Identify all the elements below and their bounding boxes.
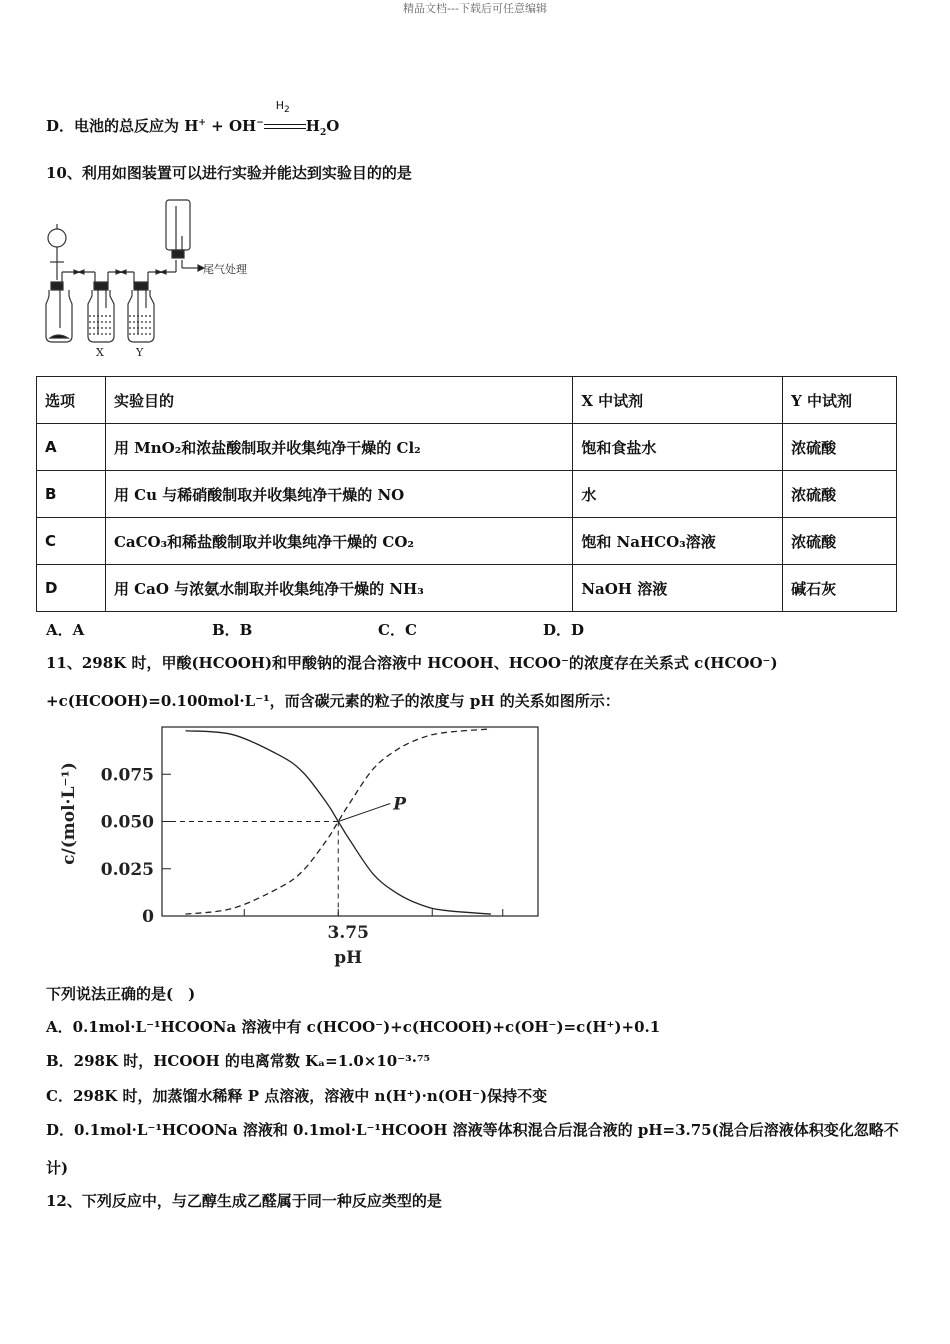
q10-stem: 10、利用如图装置可以进行实验并能达到实验目的的是 <box>46 164 412 182</box>
p-leader-line <box>338 804 390 822</box>
table-cell: B <box>37 471 106 518</box>
page-header: 精品文档---下载后可任意编辑 <box>403 2 547 15</box>
q11-option-c: C．298K 时，加蒸馏水稀释 P 点溶液，溶液中 n(H⁺)·n(OH⁻)保持不变 <box>46 1087 548 1105</box>
table-cell: 饱和 NaHCO₃溶液 <box>573 518 783 565</box>
gas-apparatus-diagram <box>40 196 270 366</box>
table-row <box>37 424 897 471</box>
y-tick-label: 0 <box>142 907 154 927</box>
table-cell: C <box>37 518 106 565</box>
y-bottle-label: Y <box>136 346 144 359</box>
table-cell: 饱和食盐水 <box>573 424 783 471</box>
concentration-ph-chart <box>50 720 550 970</box>
table-row <box>37 565 897 612</box>
tail-gas-label: 尾气处理 <box>203 263 247 276</box>
table-cell: 浓硫酸 <box>783 471 897 518</box>
table-cell: A <box>37 424 106 471</box>
point-p-label: P <box>393 794 407 815</box>
q10-option-c: C．C <box>378 621 417 639</box>
x-axis-label: pH <box>334 948 363 968</box>
table-header: 实验目的 <box>105 377 572 424</box>
y-axis-label: c/(mol·L⁻¹) <box>59 762 79 865</box>
q11-prompt: 下列说法正确的是( ) <box>46 985 196 1003</box>
table-cell: 水 <box>573 471 783 518</box>
table-cell: 碱石灰 <box>783 565 897 612</box>
table-cell: CaCO₃和稀盐酸制取并收集纯净干燥的 CO₂ <box>105 518 572 565</box>
table-cell: NaOH 溶液 <box>573 565 783 612</box>
y-tick-label: 0.050 <box>100 812 154 833</box>
x-bottle-label: X <box>96 346 104 359</box>
table-row <box>37 518 897 565</box>
q10-option-d: D．D <box>543 621 585 639</box>
x-tick-label: 3.75 <box>327 923 369 943</box>
q12-stem: 12、下列反应中，与乙醇生成乙醛属于同一种反应类型的是 <box>46 1192 442 1210</box>
table-cell: 浓硫酸 <box>783 518 897 565</box>
q10-option-a: A．A <box>46 621 85 639</box>
q11-option-d-line2: 计) <box>46 1159 69 1177</box>
table-header: X 中试剂 <box>573 377 783 424</box>
table-header-row <box>37 377 897 424</box>
q10-option-b: B．B <box>212 621 253 639</box>
table-cell: D <box>37 565 106 612</box>
table-header: Y 中试剂 <box>783 377 897 424</box>
q9-option-d: D．电池的总反应为 H+ + OH− $H_2$ $H_2O$ <box>46 99 340 138</box>
y-tick-label: 0.075 <box>100 765 154 786</box>
table-header: 选项 <box>37 377 106 424</box>
q11-option-a: A．0.1mol·L⁻¹HCOONa 溶液中有 c(HCOO⁻)+c(HCOOH)+c(OH⁻)=c(H⁺)+0.1 <box>46 1018 661 1036</box>
table-cell: 用 MnO₂和浓盐酸制取并收集纯净干燥的 Cl₂ <box>105 424 572 471</box>
table-cell: 用 Cu 与稀硝酸制取并收集纯净干燥的 NO <box>105 471 572 518</box>
table-row <box>37 471 897 518</box>
y-tick-label: 0.025 <box>100 859 154 880</box>
reaction-condition: $H_2$ <box>264 121 306 133</box>
experiment-table <box>36 376 897 612</box>
q11-option-d-line1: D．0.1mol·L⁻¹HCOONa 溶液和 0.1mol·L⁻¹HCOOH 溶液等体积混合后混合液的 pH=3.75(混合后溶液体积变化忽略不 <box>46 1121 899 1139</box>
table-cell: 用 CaO 与浓氨水制取并收集纯净干燥的 NH₃ <box>105 565 572 612</box>
q11-stem-line1: 11、298K 时，甲酸(HCOOH)和甲酸钠的混合溶液中 HCOOH、HCOO⁻的浓度存在关系式 c(HCOO⁻) <box>46 654 778 672</box>
table-cell: 浓硫酸 <box>783 424 897 471</box>
q11-stem-line2: +c(HCOOH)=0.100mol·L⁻¹，而含碳元素的粒子的浓度与 pH 的关系如图所示： <box>46 692 620 710</box>
q11-option-b: B．298K 时，HCOOH 的电离常数 Kₐ=1.0×10⁻³·⁷⁵ <box>46 1052 431 1070</box>
